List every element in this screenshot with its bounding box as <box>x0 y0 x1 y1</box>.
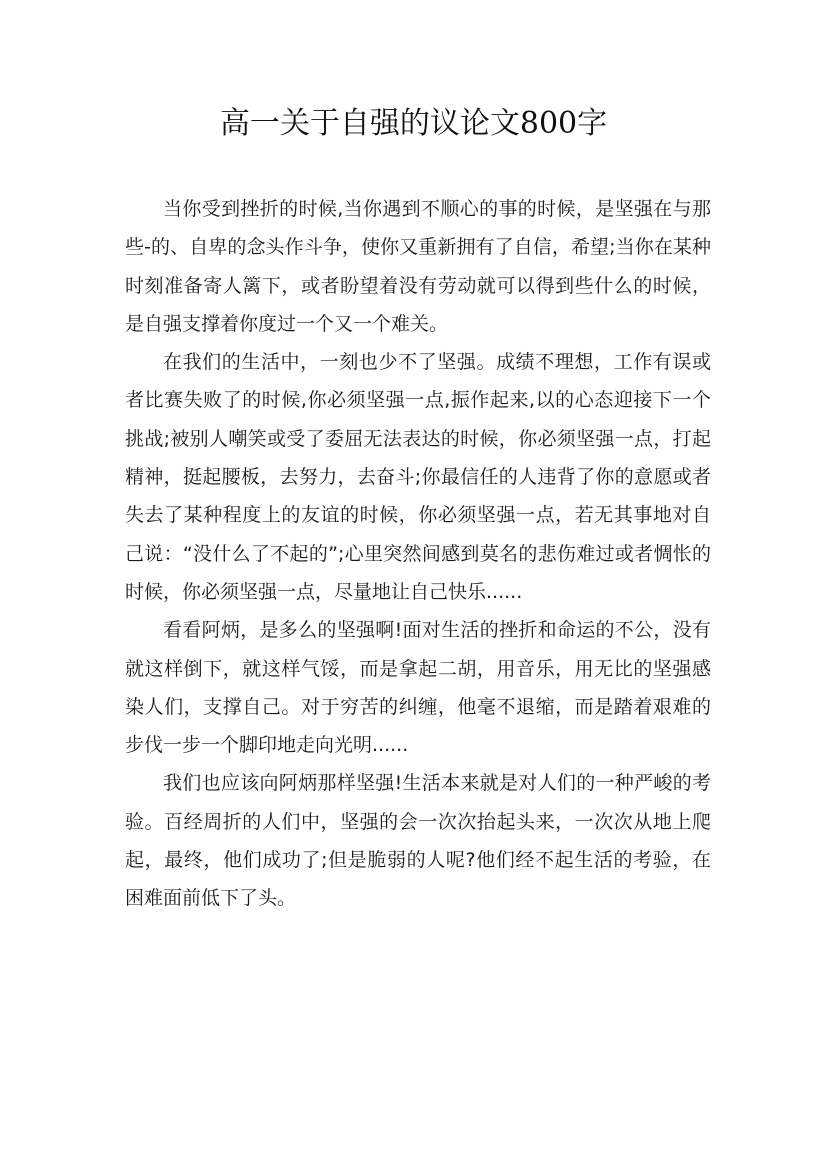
paragraph: 当你受到挫折的时候,当你遇到不顺心的事的时候，是坚强在与那些-的、自卑的念头作斗争，使你又重新拥有了自信，希望;当你在某种时刻准备寄人篱下，或者盼望着没有劳动就可以得到些什么的时候，是自强支撑着你度过一个又一个难关。 <box>125 198 711 335</box>
paragraph: 看看阿炳，是多么的坚强啊!面对生活的挫折和命运的不公，没有就这样倒下，就这样气馁，而是拿起二胡，用音乐，用无比的坚强感染人们，支撑自己。对于穷苦的纠缠，他毫不退缩，而是踏着艰难的步伐一步一个脚印地走向光明...... <box>125 619 711 757</box>
document-title: 高一关于自强的议论文800字 <box>219 106 608 141</box>
document-body <box>125 190 711 918</box>
paragraph: 在我们的生活中，一刻也少不了坚强。成绩不理想，工作有误或者比赛失败了的时候,你必须坚强一点,振作起来,以的心态迎接下一个挑战;被别人嘲笑或受了委屈无法表达的时候，你必须坚强一点，打起精神，挺起腰板，去努力，去奋斗;你最信任的人违背了你的意愿或者失去了某种程度上的友谊的时候，你必须坚强一点，若无其事地对自己说：“没什么了不起的”;心里突然间感到莫名的悲伤难过或者惆怅的时候，你必须坚强一点，尽量地让自己快乐...... <box>125 351 711 603</box>
paragraph: 我们也应该向阿炳那样坚强!生活本来就是对人们的一种严峻的考验。百经周折的人们中，坚强的会一次次抬起头来，一次次从地上爬起，最终，他们成功了;但是脆弱的人呢?他们经不起生活的考验，在困难面前低下了头。 <box>125 772 711 910</box>
